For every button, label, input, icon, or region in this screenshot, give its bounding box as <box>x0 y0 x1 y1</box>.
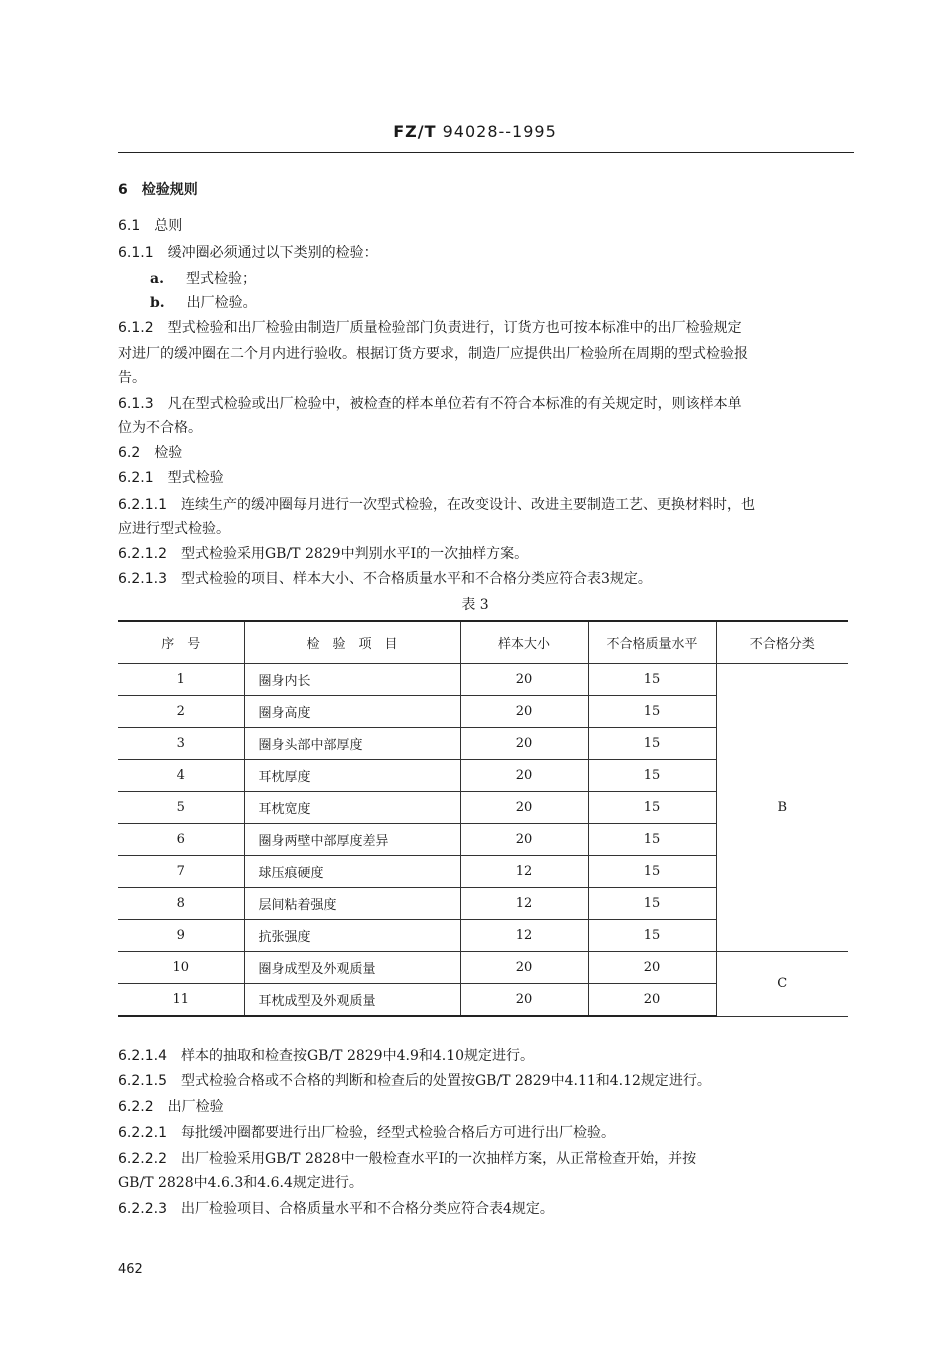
table-3-caption: 表 3 <box>461 597 489 613</box>
cell-no: 1 <box>118 664 244 696</box>
section-6-2-1-2: 6.2.1.2 型式检验采用GB/T 2829中判别水平Ⅰ的一次抽样方案。 <box>118 546 529 562</box>
cell-class-c: C <box>716 952 848 1017</box>
section-6-2-1-5: 6.2.1.5 型式检验合格或不合格的判断和检查后的处置按GB/T 2829中4.11和4.12规定进行。 <box>118 1073 711 1089</box>
cell-item: 抗张强度 <box>244 920 460 952</box>
standard-code-number: 94028--1995 <box>442 122 557 141</box>
cell-level: 15 <box>588 728 716 760</box>
list-item-b: b. 出厂检验。 <box>150 295 257 311</box>
section-6-1-1: 6.1.1 缓冲圈必须通过以下类别的检验： <box>118 245 378 261</box>
section-6-2-1-4: 6.2.1.4 样本的抽取和检查按GB/T 2829中4.9和4.10规定进行。 <box>118 1048 535 1064</box>
cell-class-b: B <box>716 664 848 952</box>
cell-item: 圈身成型及外观质量 <box>244 952 460 984</box>
cell-item: 圈身内长 <box>244 664 460 696</box>
cell-no: 3 <box>118 728 244 760</box>
section-6-1-2-line3: 告。 <box>118 370 146 386</box>
section-6-1-2-line2: 对进厂的缓冲圈在二个月内进行验收。根据订货方要求，制造厂应提供出厂检验所在周期的型式检验报 <box>118 346 748 362</box>
section-6-1-2-line1: 6.1.2 型式检验和出厂检验由制造厂质量检验部门负责进行，订货方也可按本标准中的出厂检验规定 <box>118 320 742 336</box>
cell-no: 2 <box>118 696 244 728</box>
cell-no: 5 <box>118 792 244 824</box>
cell-item: 球压痕硬度 <box>244 856 460 888</box>
cell-item: 圈身高度 <box>244 696 460 728</box>
cell-level: 20 <box>588 952 716 984</box>
col-header-class: 不合格分类 <box>716 621 848 664</box>
section-6-2-1-1-line1: 6.2.1.1 连续生产的缓冲圈每月进行一次型式检验，在改变设计、改进主要制造工艺、更换材料时，也 <box>118 497 755 513</box>
cell-no: 10 <box>118 952 244 984</box>
table-header-row <box>118 621 848 664</box>
cell-level: 15 <box>588 696 716 728</box>
cell-size: 20 <box>460 824 588 856</box>
cell-size: 20 <box>460 664 588 696</box>
section-6-heading: 6 检验规则 <box>118 182 198 198</box>
cell-level: 15 <box>588 920 716 952</box>
page-header <box>0 122 950 141</box>
cell-size: 12 <box>460 856 588 888</box>
cell-item: 圈身两壁中部厚度差异 <box>244 824 460 856</box>
cell-level: 15 <box>588 792 716 824</box>
header-rule <box>118 152 854 153</box>
cell-no: 6 <box>118 824 244 856</box>
table-row <box>118 664 848 696</box>
cell-level: 15 <box>588 888 716 920</box>
table-3 <box>118 620 848 1017</box>
cell-size: 20 <box>460 792 588 824</box>
section-6-2-1-3: 6.2.1.3 型式检验的项目、样本大小、不合格质量水平和不合格分类应符合表3规定。 <box>118 571 652 587</box>
cell-size: 20 <box>460 984 588 1017</box>
cell-size: 20 <box>460 952 588 984</box>
cell-level: 20 <box>588 984 716 1017</box>
section-6-2-2-1: 6.2.2.1 每批缓冲圈都要进行出厂检验，经型式检验合格后方可进行出厂检验。 <box>118 1125 615 1141</box>
section-6-1: 6.1 总则 <box>118 218 183 234</box>
section-6-2-1-1-line2: 应进行型式检验。 <box>118 521 230 537</box>
cell-level: 15 <box>588 664 716 696</box>
col-header-quality-level: 不合格质量水平 <box>588 621 716 664</box>
cell-size: 12 <box>460 888 588 920</box>
section-6-2-2-2-line1: 6.2.2.2 出厂检验采用GB/T 2828中一般检查水平Ⅰ的一次抽样方案，从正常检查开始，并按 <box>118 1151 697 1167</box>
cell-item: 耳枕宽度 <box>244 792 460 824</box>
cell-item: 耳枕厚度 <box>244 760 460 792</box>
cell-item: 耳枕成型及外观质量 <box>244 984 460 1017</box>
cell-level: 15 <box>588 824 716 856</box>
cell-no: 4 <box>118 760 244 792</box>
page-number: 462 <box>118 1262 143 1277</box>
table-row <box>118 952 848 984</box>
col-header-sample-size: 样本大小 <box>460 621 588 664</box>
cell-level: 15 <box>588 760 716 792</box>
section-6-1-3-line2: 位为不合格。 <box>118 420 202 436</box>
cell-no: 8 <box>118 888 244 920</box>
cell-size: 20 <box>460 696 588 728</box>
section-6-2-2: 6.2.2 出厂检验 <box>118 1099 224 1115</box>
section-6-2-2-2-line2: GB/T 2828中4.6.3和4.6.4规定进行。 <box>118 1175 363 1191</box>
cell-item: 圈身头部中部厚度 <box>244 728 460 760</box>
col-header-no: 序 号 <box>118 621 244 664</box>
cell-no: 9 <box>118 920 244 952</box>
standard-code-prefix: FZ/T <box>393 122 437 141</box>
cell-level: 15 <box>588 856 716 888</box>
section-6-2: 6.2 检验 <box>118 445 183 461</box>
section-6-2-1: 6.2.1 型式检验 <box>118 470 224 486</box>
cell-item: 层间粘着强度 <box>244 888 460 920</box>
cell-size: 12 <box>460 920 588 952</box>
cell-size: 20 <box>460 760 588 792</box>
cell-no: 11 <box>118 984 244 1017</box>
col-header-item: 检 验 项 目 <box>244 621 460 664</box>
cell-size: 20 <box>460 728 588 760</box>
cell-no: 7 <box>118 856 244 888</box>
section-6-2-2-3: 6.2.2.3 出厂检验项目、合格质量水平和不合格分类应符合表4规定。 <box>118 1201 554 1217</box>
section-6-1-3-line1: 6.1.3 凡在型式检验或出厂检验中，被检查的样本单位若有不符合本标准的有关规定时，则该样本单 <box>118 396 742 412</box>
list-item-a: a. 型式检验； <box>150 271 256 287</box>
